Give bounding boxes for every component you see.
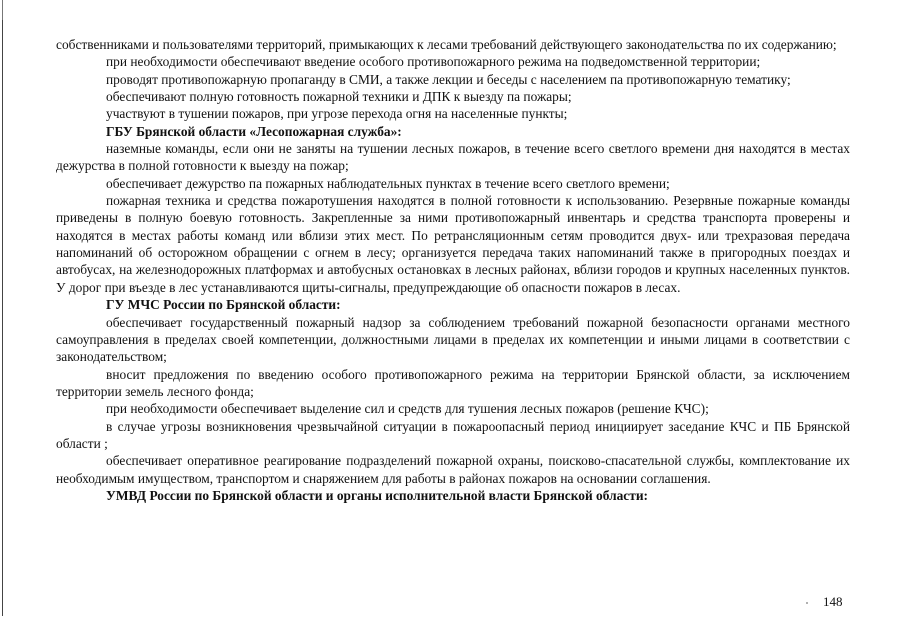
paragraph: пожарная техника и средства пожаротушения находятся в полной готовности к использованию. Резервные пожарные команды приведены в полную боевую готовность. Закрепленные за ними противопожарный инвентарь и средства транспорта проверены и находятся в местах работы команд или вблизи этих мест. По ретрансляционным сетям проводится двух- или трехразовая передача напоминаний об осторожном обращении с огнем в лесу; организуется передача таких напоминаний также в пригородных поездах и автобусах, на железнодорожных платформах и автобусных остановках в лесных районах, вблизи городов и крупных населенных пунктов. У дорог при въезде в лес устанавливаются щиты-сигналы, предупреждающие об опасности пожаров в лесах. (56, 193, 850, 295)
paragraph: вносит предложения по введению особого противопожарного режима на территории Брянской области, за исключением территории земель лесного фонда; (56, 366, 850, 399)
paragraph: обеспечивает государственный пожарный надзор за соблюдением требований пожарной безопасности органами местного самоуправления в пределах своей компетенции, должностными лицами в пределах их компетенции и иными лицами в соответствии с законодательством; (56, 314, 850, 365)
section-heading: ГУ МЧС России по Брянской области: (106, 297, 341, 313)
paragraph: обеспечивают полную готовность пожарной техники и ДПК к выезду па пожары; (106, 89, 572, 105)
document-page (56, 36, 850, 504)
section-heading: ГБУ Брянской области «Лесопожарная служба»: (106, 123, 402, 139)
section-heading: УМВД России по Брянской области и органы исполнительной власти Брянской области: (106, 487, 648, 503)
scan-speck (806, 602, 808, 604)
page-number: 148 (823, 594, 843, 609)
paragraph: обеспечивает дежурство па пожарных наблюдательных пунктах в течение всего светлого времени; (106, 175, 670, 191)
paragraph: в случае угрозы возникновения чрезвычайной ситуации в пожароопасный период инициирует заседание КЧС и ПБ Брянской области ; (56, 418, 850, 451)
scan-edge-line (2, 0, 3, 616)
paragraph: при необходимости обеспечивает выделение сил и средств для тушения лесных пожаров (решение КЧС); (106, 401, 709, 417)
paragraph: наземные команды, если они не заняты на тушении лесных пожаров, в течение всего светлого времени дня находятся в местах дежурства в полной готовности к выезду на пожар; (56, 141, 850, 174)
paragraph: проводят противопожарную пропаганду в СМИ, а также лекции и беседы с населением па противопожарную тематику; (106, 71, 791, 87)
paragraph: участвуют в тушении пожаров, при угрозе перехода огня на населенные пункты; (106, 106, 568, 122)
paragraph: при необходимости обеспечивают введение особого противопожарного режима на подведомственной территории; (106, 54, 761, 70)
paragraph: обеспечивает оперативное реагирование подразделений пожарной охраны, поисково-спасательной службы, комплектование их необходимым имуществом, транспортом и снаряжением для работы в районах пожаров на основании соглашения. (56, 453, 850, 486)
scan-edge-mark (2, 0, 3, 20)
paragraph: собственниками и пользователями территорий, примыкающих к лесами требований действующего законодательства по их содержанию; (56, 37, 837, 52)
